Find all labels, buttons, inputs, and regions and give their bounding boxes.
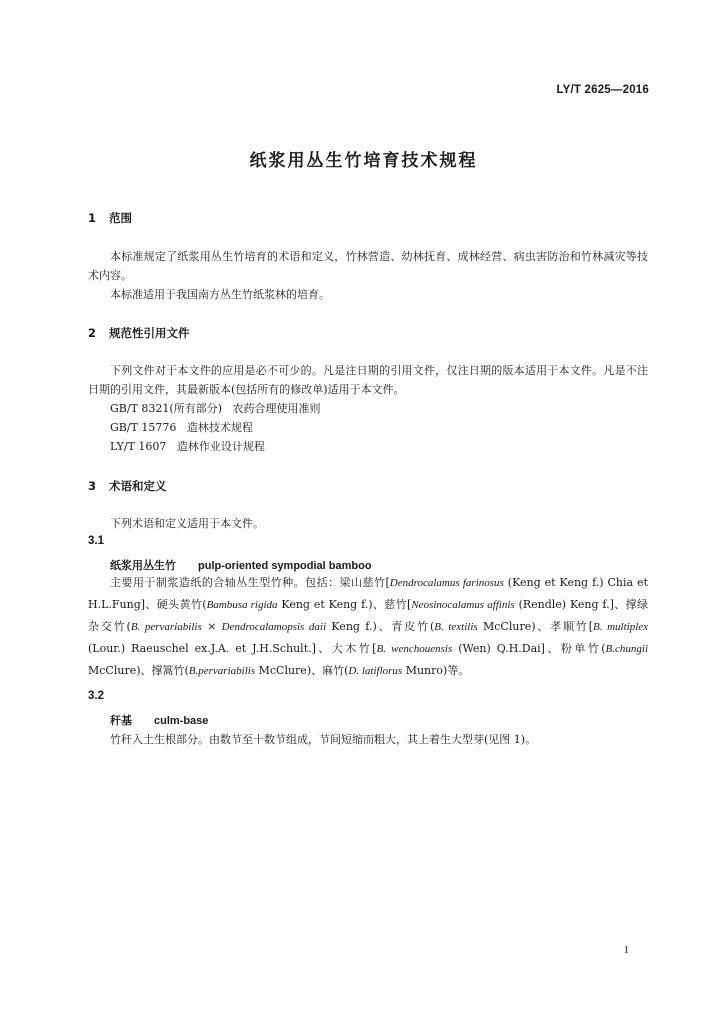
term-chinese: 秆基 — [110, 714, 132, 727]
term-definition: 主要用于制浆造纸的合轴丛生型竹种。包括：梁山慈竹[Dendrocalamus farinosus (Keng et Keng f.) Chia et H.L.Fung]、硬头黄竹(Bambusa rigida Keng et Keng f.)、慈竹[Neosinocalamus affinis (Rendle) Keng f.]、撑绿杂交竹(B. pervariabilis × Dendrocalamopsis daii Keng f.)、青皮竹(B. textilis McClure)、孝顺竹[B. multiplex (Lour.) Raeuschel ex.J.A. et J.H.Schult.]、大木竹[B. wenchouensis (Wen) Q.H.Dai]、粉单竹(B.chungii McClure)、撑篙竹(B.pervariabilis McClure)、麻竹(D. latiflorus Munro)等。 — [88, 576, 649, 677]
section-number: 1 — [88, 211, 97, 225]
reference-name: 造林技术规程 — [186, 421, 253, 434]
page-number: 1 — [623, 944, 629, 956]
page-title: 纸浆用丛生竹培育技术规程 — [249, 151, 478, 171]
section-1-paragraph-1: 本标准规定了纸浆用丛生竹培育的术语和定义，竹林营造、幼林抚育、成林经营、病虫害防治和竹林减灾等技术内容。 — [88, 250, 648, 282]
reference-name: 农药合理使用准则 — [232, 402, 321, 415]
section-title: 规范性引用文件 — [109, 326, 190, 340]
term-english: pulp-oriented sympodial bamboo — [198, 560, 372, 572]
term-chinese: 纸浆用丛生竹 — [110, 559, 176, 572]
section-number: 2 — [88, 326, 97, 340]
term-number: 3.1 — [88, 535, 104, 547]
standard-code: LY/T 2625—2016 — [556, 84, 649, 96]
reference-item — [110, 399, 321, 418]
section-3-intro: 下列术语和定义适用于本文件。 — [110, 517, 264, 530]
reference-code: GB/T 15776 — [110, 421, 177, 434]
term-definition: 竹秆入土生根部分。由数节至十数节组成，节间短缩而粗大，其上着生大型芽(见图 1)。 — [110, 733, 537, 746]
reference-item — [110, 418, 253, 437]
section-number: 3 — [88, 479, 97, 493]
section-1-paragraph-2: 本标准适用于我国南方丛生竹纸浆林的培育。 — [110, 288, 330, 301]
reference-code: LY/T 1607 — [110, 440, 167, 453]
section-title: 范围 — [109, 211, 132, 225]
reference-code: GB/T 8321(所有部分) — [110, 402, 222, 415]
term-heading — [110, 712, 208, 728]
term-heading — [110, 557, 372, 573]
section-2-heading — [88, 325, 190, 341]
section-1-heading — [88, 210, 132, 226]
reference-item — [110, 437, 265, 456]
reference-name: 造林作业设计规程 — [176, 440, 265, 453]
term-english: culm-base — [154, 715, 209, 727]
section-2-paragraph-1: 下列文件对于本文件的应用是必不可少的。凡是注日期的引用文件，仅注日期的版本适用于本文件。凡是不注日期的引用文件，其最新版本(包括所有的修改单)适用于本文件。 — [88, 364, 648, 396]
section-title: 术语和定义 — [109, 479, 167, 493]
section-3-heading — [88, 478, 167, 494]
term-number: 3.2 — [88, 690, 104, 702]
